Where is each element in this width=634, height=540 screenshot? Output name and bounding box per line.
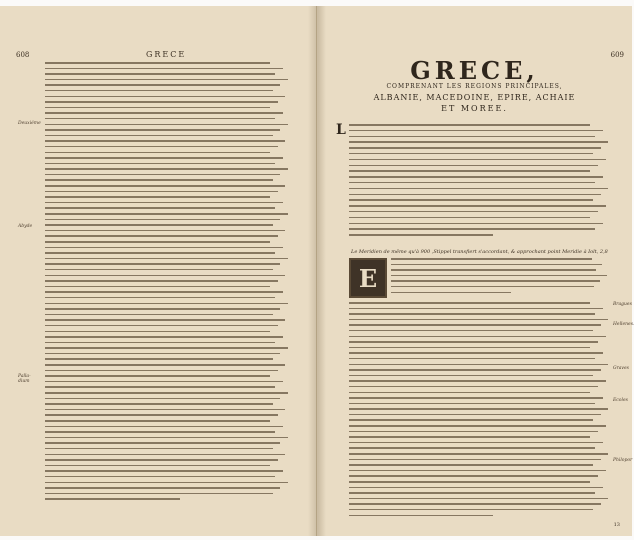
text-line bbox=[45, 331, 270, 333]
text-line bbox=[349, 358, 595, 360]
text-line bbox=[349, 380, 606, 382]
text-line bbox=[349, 509, 593, 511]
text-line bbox=[45, 101, 278, 103]
text-line bbox=[349, 475, 598, 477]
text-line bbox=[45, 79, 288, 81]
text-line bbox=[45, 191, 278, 193]
text-line bbox=[349, 487, 603, 489]
text-line bbox=[391, 292, 511, 294]
right-margin-note-5: Philopor bbox=[613, 458, 633, 463]
text-line bbox=[349, 447, 595, 449]
book-gutter bbox=[308, 6, 326, 536]
text-line bbox=[349, 330, 593, 332]
text-line bbox=[349, 159, 606, 161]
text-line bbox=[349, 153, 593, 155]
text-line bbox=[349, 194, 601, 196]
text-line bbox=[45, 442, 280, 444]
text-line bbox=[349, 503, 601, 505]
text-line bbox=[45, 202, 283, 204]
text-line bbox=[45, 62, 270, 64]
text-line bbox=[349, 375, 593, 377]
text-line bbox=[45, 459, 278, 461]
text-line bbox=[45, 174, 280, 176]
text-line bbox=[45, 84, 280, 86]
text-line bbox=[349, 130, 603, 132]
text-line bbox=[45, 118, 275, 120]
text-line bbox=[45, 381, 283, 383]
text-line bbox=[391, 258, 592, 260]
text-line bbox=[45, 140, 285, 142]
text-line bbox=[45, 163, 275, 165]
text-line bbox=[349, 397, 603, 399]
text-line bbox=[349, 170, 590, 172]
text-line bbox=[349, 228, 595, 230]
text-line bbox=[45, 269, 273, 271]
text-line bbox=[45, 196, 270, 198]
text-line bbox=[45, 157, 283, 159]
text-line bbox=[349, 459, 601, 461]
left-folio: 608 bbox=[16, 51, 30, 59]
text-line bbox=[45, 275, 285, 277]
text-line bbox=[391, 280, 600, 282]
right-margin-note-3: Graves bbox=[613, 366, 629, 371]
text-line bbox=[45, 319, 285, 321]
text-line bbox=[349, 347, 590, 349]
text-line bbox=[45, 325, 278, 327]
left-text-block bbox=[45, 62, 290, 508]
text-line bbox=[349, 188, 608, 190]
text-line bbox=[45, 112, 283, 114]
text-line bbox=[45, 168, 288, 170]
text-line bbox=[349, 147, 601, 149]
right-margin-note-4: Ecoles bbox=[613, 398, 628, 403]
text-line bbox=[349, 364, 608, 366]
text-line bbox=[45, 314, 273, 316]
text-line bbox=[349, 481, 590, 483]
subtitle-line-1: COMPRENANT LES REGIONS PRINCIPALES, bbox=[386, 83, 563, 90]
text-line bbox=[45, 179, 273, 181]
left-page bbox=[0, 6, 317, 536]
text-line bbox=[349, 308, 603, 310]
text-line bbox=[349, 341, 598, 343]
text-line bbox=[349, 223, 603, 225]
text-line bbox=[45, 129, 280, 131]
text-line bbox=[45, 90, 273, 92]
text-line bbox=[349, 403, 595, 405]
text-line bbox=[349, 136, 595, 138]
text-line bbox=[45, 426, 283, 428]
text-line bbox=[391, 269, 596, 271]
text-line bbox=[45, 235, 278, 237]
text-line bbox=[45, 252, 275, 254]
text-line bbox=[45, 392, 288, 394]
text-line bbox=[45, 342, 275, 344]
text-line bbox=[349, 234, 493, 236]
text-line bbox=[391, 286, 594, 288]
left-margin-note-3: Palla-dium bbox=[18, 374, 31, 384]
right-text-beside-initial bbox=[391, 258, 609, 298]
text-line bbox=[45, 375, 270, 377]
text-line bbox=[45, 370, 278, 372]
text-line bbox=[45, 135, 273, 137]
text-line bbox=[45, 241, 270, 243]
text-line bbox=[45, 68, 283, 70]
text-line bbox=[349, 182, 595, 184]
text-line bbox=[349, 176, 603, 178]
subtitle-line-2: ALBANIE, MACEDOINE, EPIRE, ACHAIE bbox=[373, 93, 576, 102]
text-line bbox=[45, 96, 285, 98]
text-line bbox=[45, 291, 283, 293]
text-line bbox=[45, 386, 275, 388]
text-line bbox=[45, 224, 273, 226]
text-line bbox=[45, 358, 273, 360]
text-line bbox=[349, 313, 595, 315]
text-line bbox=[45, 470, 283, 472]
text-line bbox=[349, 492, 595, 494]
text-line bbox=[349, 352, 603, 354]
text-line bbox=[349, 324, 601, 326]
text-line bbox=[349, 442, 603, 444]
right-text-bottom bbox=[349, 302, 611, 524]
text-line bbox=[45, 398, 280, 400]
text-line bbox=[349, 124, 590, 126]
text-line bbox=[45, 420, 270, 422]
text-line bbox=[45, 258, 288, 260]
text-line bbox=[45, 303, 288, 305]
text-line bbox=[45, 107, 270, 109]
text-line bbox=[45, 207, 275, 209]
text-line bbox=[391, 275, 607, 277]
text-line bbox=[45, 280, 278, 282]
text-line bbox=[349, 436, 590, 438]
text-line bbox=[349, 199, 593, 201]
page-title: GRECE, bbox=[410, 56, 539, 85]
text-line bbox=[45, 431, 275, 433]
text-line bbox=[45, 146, 278, 148]
text-line bbox=[349, 498, 608, 500]
text-line bbox=[349, 302, 590, 304]
text-line bbox=[45, 347, 288, 349]
text-line bbox=[45, 185, 285, 187]
text-line bbox=[45, 482, 288, 484]
decorated-initial-letter: E bbox=[358, 263, 378, 293]
text-line bbox=[45, 493, 273, 495]
text-line bbox=[391, 264, 602, 266]
text-line bbox=[45, 219, 280, 221]
right-page bbox=[317, 6, 632, 536]
decorated-initial bbox=[349, 258, 387, 298]
left-margin-note-1: Deuxiéme bbox=[18, 121, 41, 126]
text-line bbox=[45, 465, 270, 467]
text-line bbox=[349, 165, 598, 167]
text-line bbox=[349, 453, 608, 455]
text-line bbox=[45, 414, 278, 416]
text-line bbox=[349, 141, 608, 143]
text-line bbox=[349, 392, 590, 394]
text-line bbox=[349, 425, 606, 427]
text-line bbox=[45, 152, 270, 154]
text-line bbox=[45, 353, 280, 355]
text-line bbox=[45, 498, 180, 500]
subtitle-line-3: ET MOREE. bbox=[441, 104, 508, 113]
text-line bbox=[45, 409, 285, 411]
text-line bbox=[45, 247, 283, 249]
text-line bbox=[349, 515, 493, 517]
text-line bbox=[349, 414, 601, 416]
text-line bbox=[349, 470, 606, 472]
left-margin-note-2: Abyde bbox=[18, 224, 33, 229]
text-line bbox=[45, 286, 270, 288]
text-line bbox=[349, 408, 608, 410]
text-line bbox=[45, 336, 283, 338]
text-line bbox=[349, 319, 608, 321]
text-line bbox=[45, 124, 288, 126]
text-line bbox=[349, 217, 590, 219]
text-line bbox=[45, 213, 288, 215]
text-line bbox=[45, 73, 275, 75]
text-line bbox=[349, 431, 598, 433]
text-line bbox=[45, 403, 273, 405]
text-line bbox=[45, 437, 288, 439]
text-line bbox=[45, 364, 285, 366]
text-line bbox=[349, 205, 606, 207]
text-line bbox=[349, 464, 593, 466]
text-line bbox=[45, 263, 280, 265]
drop-initial: L bbox=[336, 122, 346, 138]
text-line bbox=[349, 419, 593, 421]
text-line bbox=[45, 297, 275, 299]
text-line bbox=[45, 476, 275, 478]
left-running-head: GRECE bbox=[146, 50, 187, 59]
text-line bbox=[45, 230, 285, 232]
text-line bbox=[45, 308, 280, 310]
text-line bbox=[349, 386, 598, 388]
text-line bbox=[349, 336, 606, 338]
section-note: Le Meridien de même qu'à 900 ,Stippel transfiert s'accordant, & approchant point Meridie à Iolt, 2,8 bbox=[351, 249, 608, 255]
text-line bbox=[45, 454, 285, 456]
text-line bbox=[349, 211, 598, 213]
right-folio: 609 bbox=[610, 51, 624, 59]
text-line bbox=[45, 487, 280, 489]
right-bottom-number: 13 bbox=[613, 522, 620, 528]
right-margin-note-1: Bragues bbox=[613, 302, 632, 307]
right-text-top bbox=[349, 124, 611, 240]
text-line bbox=[349, 369, 601, 371]
right-margin-note-2: Hellenes. bbox=[613, 322, 634, 327]
text-line bbox=[45, 448, 273, 450]
